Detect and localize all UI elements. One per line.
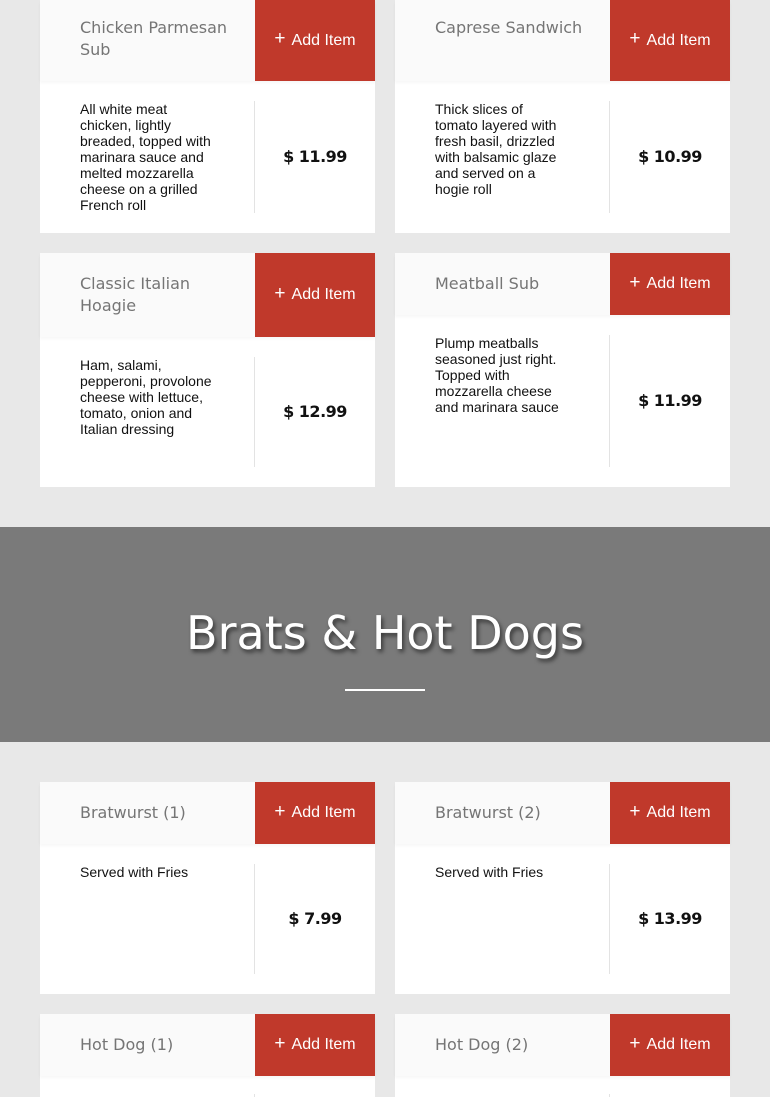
menu-item-header: [40, 253, 375, 337]
menu-item-card: [395, 782, 730, 994]
add-item-label: Add Item: [291, 31, 356, 49]
menu-item-name: Hot Dog (2): [435, 1035, 529, 1054]
plus-icon: +: [629, 271, 641, 293]
menu-item-card: [395, 1014, 730, 1097]
plus-icon: +: [274, 282, 286, 304]
menu-item-header: [395, 0, 730, 81]
add-item-button[interactable]: [255, 782, 375, 844]
menu-item-description: All white meat chicken, lightly breaded, topped with marinara sauce and melted mozzarella cheese on a grilled French roll: [80, 101, 211, 213]
section-title-underline: [345, 689, 425, 691]
menu-item-name: Bratwurst (1): [80, 803, 186, 822]
menu-item-card: [395, 253, 730, 487]
menu-item-header: [40, 0, 375, 81]
add-item-label: Add Item: [646, 31, 711, 49]
add-item-button[interactable]: [610, 0, 730, 81]
menu-item-header: [395, 1014, 730, 1076]
add-item-label: Add Item: [646, 804, 711, 821]
menu-item-description: Ham, salami, pepperoni, provolone cheese with lettuce, tomato, onion and Italian dressing: [80, 357, 212, 437]
menu-item-card: [40, 1014, 375, 1097]
add-item-label: Add Item: [646, 1036, 711, 1053]
menu-item-card: [40, 0, 375, 233]
menu-item-price: $ 7.99: [288, 909, 342, 928]
menu-item-price: $ 12.99: [283, 402, 347, 421]
add-item-label: Add Item: [646, 275, 711, 292]
menu-item-card: [40, 253, 375, 487]
add-item-button[interactable]: [610, 253, 730, 315]
add-item-label: Add Item: [291, 286, 356, 303]
menu-item-card: [40, 782, 375, 994]
menu-item-description: Thick slices of tomato layered with fresh basil, drizzled with balsamic glaze and served on a hogie roll: [435, 101, 557, 197]
menu-item-header: [395, 253, 730, 315]
plus-icon: +: [629, 28, 641, 49]
menu-item-description: Plump meatballs seasoned just right. Topped with mozzarella cheese and marinara sauce: [435, 335, 559, 415]
plus-icon: +: [274, 28, 286, 49]
menu-item-description: Served with Fries: [80, 864, 189, 880]
plus-icon: +: [274, 800, 286, 822]
add-item-label: Add Item: [291, 804, 356, 821]
menu-item-header: [40, 1014, 375, 1076]
add-item-button[interactable]: [610, 1014, 730, 1076]
plus-icon: +: [629, 800, 641, 822]
menu-item-price: $ 10.99: [638, 147, 702, 166]
add-item-button[interactable]: [255, 253, 375, 337]
plus-icon: +: [274, 1032, 286, 1054]
menu-item-name: Classic Italian Hoagie: [80, 274, 191, 315]
add-item-button[interactable]: [255, 0, 375, 81]
menu-item-name: Bratwurst (2): [435, 803, 541, 822]
menu-item-name: Meatball Sub: [435, 274, 540, 293]
menu-item-price: $ 13.99: [638, 909, 702, 928]
plus-icon: +: [629, 1032, 641, 1054]
menu-item-name: Caprese Sandwich: [435, 18, 583, 37]
add-item-button[interactable]: [610, 782, 730, 844]
menu-item-price: $ 11.99: [638, 391, 702, 410]
section-title: Brats & Hot Dogs: [186, 606, 584, 660]
menu-item-header: [40, 782, 375, 844]
menu-item-description: Served with Fries: [435, 864, 544, 880]
add-item-label: Add Item: [291, 1036, 356, 1053]
menu-item-header: [395, 782, 730, 844]
menu-item-card: [395, 0, 730, 233]
menu-item-name: Hot Dog (1): [80, 1035, 174, 1054]
add-item-button[interactable]: [255, 1014, 375, 1076]
menu-item-name: Chicken Parmesan Sub: [80, 18, 228, 59]
menu-item-price: $ 11.99: [283, 147, 347, 166]
